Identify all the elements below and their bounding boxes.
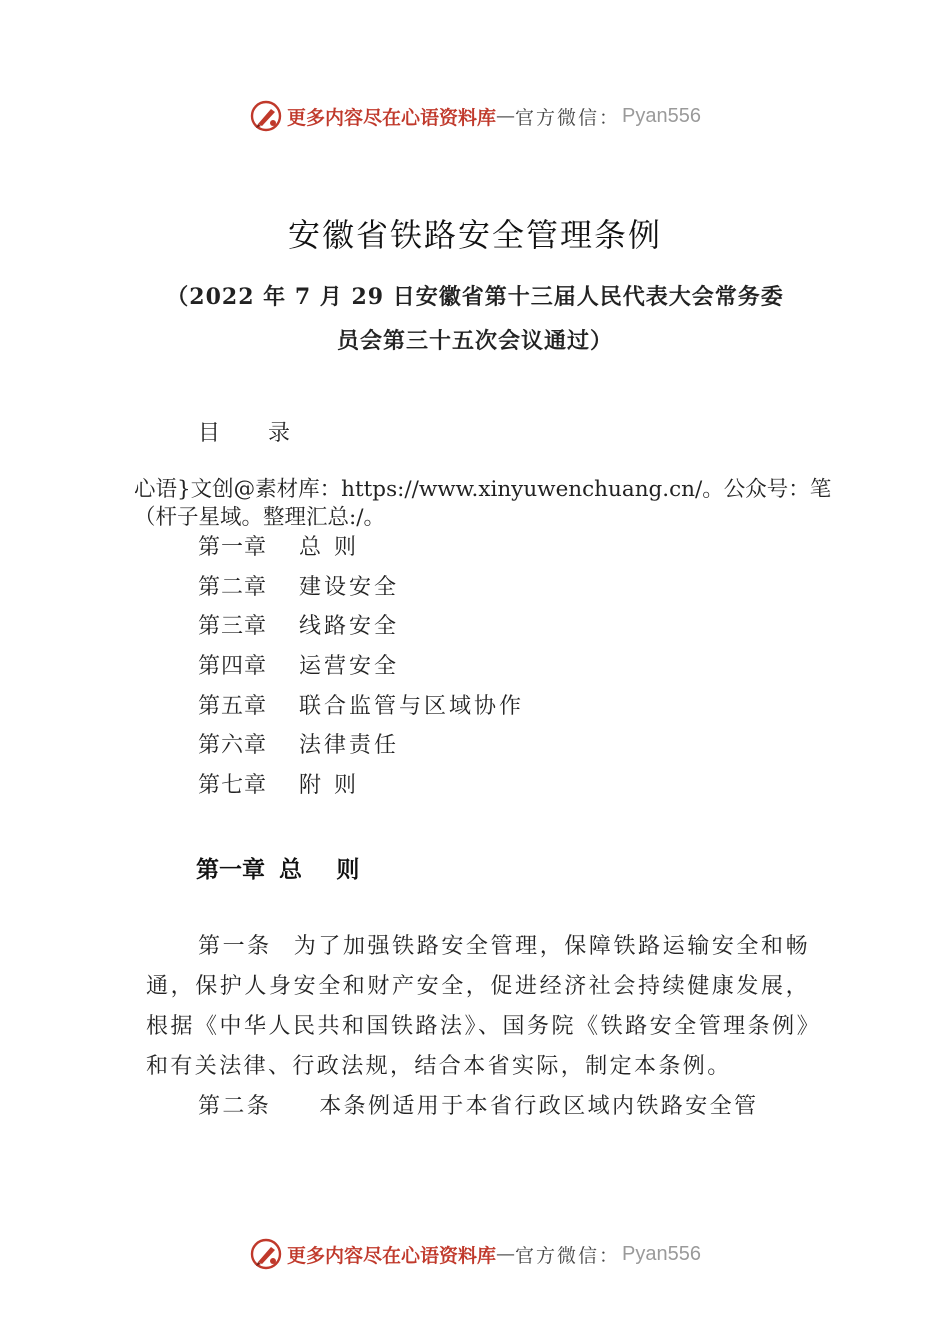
toc-chapter-name: 附 则 [299,773,359,799]
toc-chapter-number: 第五章 [198,693,268,719]
toc-heading: 目录 [198,421,339,446]
toc-chapter-name: 法律责任 [299,733,400,759]
toc-chapter-name: 总 则 [299,535,359,560]
subtitle-line-1: （2022 年 7 月 29 日安徽省第十三届人民代表大会常务委 [166,284,784,310]
toc-item [198,611,524,651]
article-1 [146,927,810,1087]
toc-item [198,572,524,612]
toc-chapter-number: 第七章 [198,773,268,799]
toc-item [198,770,524,810]
wechat-id: Pyan556 [622,1242,701,1265]
toc-chapter-number: 第四章 [198,654,268,680]
chapter-name: 总 则 [279,856,374,882]
article-number: 第一条 [198,934,272,959]
article-2 [146,1087,810,1127]
header-banner [0,96,950,136]
toc-chapter-number: 第六章 [198,733,268,759]
toc-item [198,532,524,572]
toc-item [198,691,524,731]
toc-chapter-name: 建设安全 [299,574,400,600]
promo-text: 更多内容尽在心语资料库 [287,106,497,129]
pen-seal-logo-icon [249,99,283,133]
toc-chapter-name: 联合监管与区域协作 [299,693,525,719]
watermark-text: 心语}文创@素材库：https://www.xinyuwenchuang.cn/。公众号：笔（杆子星域。整理汇总:/。 [134,477,832,530]
toc-chapter-number: 第一章 [198,535,268,560]
toc-chapter-name: 运营安全 [299,654,400,680]
table-of-contents [198,532,524,810]
promo-text: 更多内容尽在心语资料库 [287,1244,497,1267]
footer-banner [0,1234,950,1274]
subtitle-line-2: 员会第三十五次会议通过） [336,328,613,354]
toc-item [198,651,524,691]
toc-chapter-name: 线路安全 [299,614,400,640]
article-text: 为了加强铁路安全管理，保障铁路运输安全和畅通，保护人身安全和财产安全，促进经济社会持续健康发展，根据《中华人民共和国铁路法》、国务院《铁路安全管理条例》和有关法律、行政法规，结合本省实际，制定本条例。 [146,934,811,1079]
wechat-label: 官方微信： [515,1244,621,1267]
banner-separator: — [496,1243,516,1265]
toc-item [198,730,524,770]
chapter-number: 第一章 [196,856,265,882]
wechat-label: 官方微信： [515,106,621,129]
wechat-id: Pyan556 [622,104,701,127]
banner-separator: — [496,105,516,127]
toc-chapter-number: 第二章 [198,574,268,600]
toc-chapter-number: 第三章 [198,614,268,640]
article-number: 第二条 [198,1094,272,1119]
chapter-heading [196,851,373,884]
document-title: 安徽省铁路安全管理条例 [287,216,662,254]
article-text: 本条例适用于本省行政区域内铁路安全管 [319,1094,759,1119]
pen-seal-logo-icon [249,1237,283,1271]
